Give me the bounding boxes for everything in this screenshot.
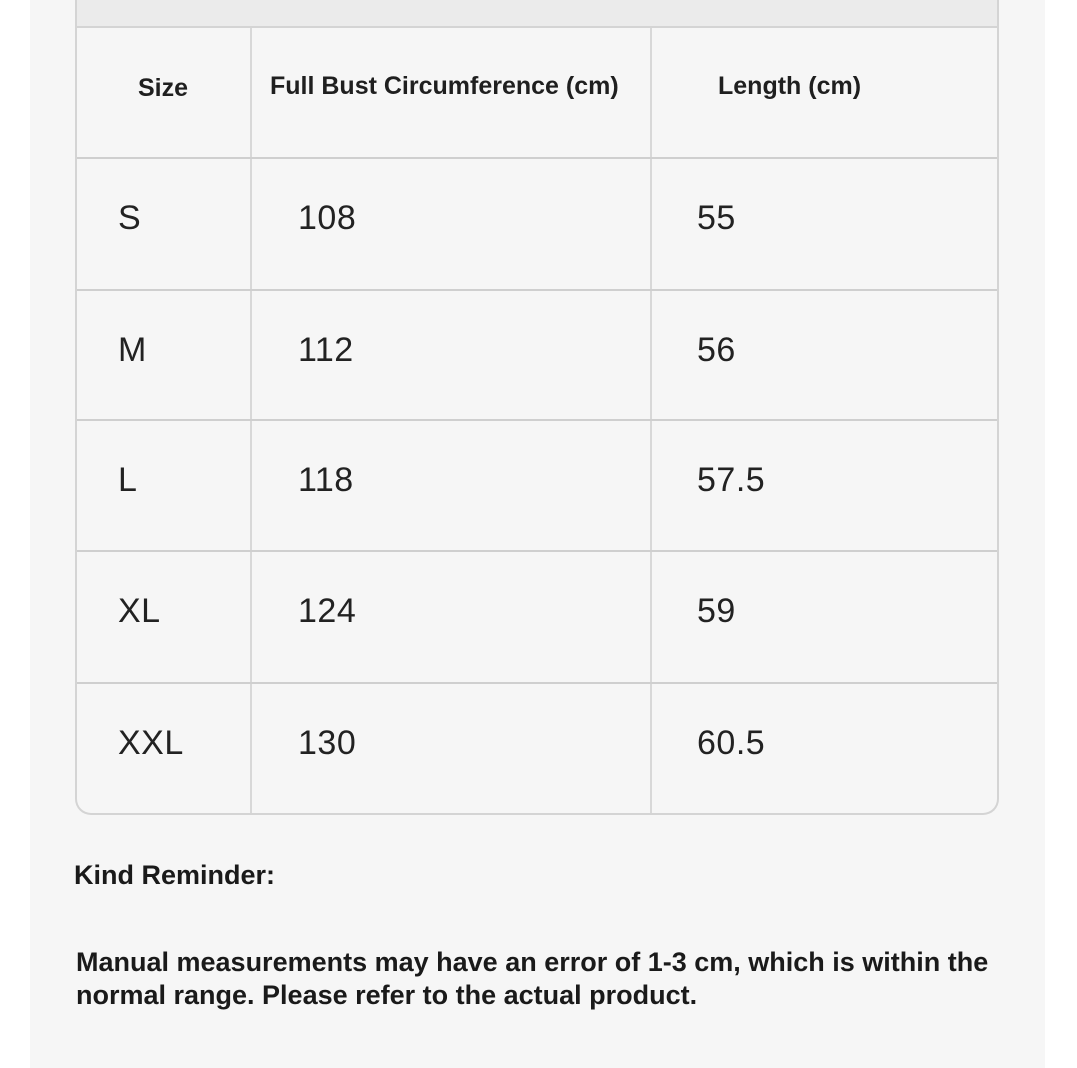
table-cell-size: M [118, 331, 147, 369]
table-cell-size: L [118, 461, 138, 499]
size-table [75, 28, 999, 815]
table-cell-length: 60.5 [697, 724, 766, 762]
table-cell-bust: 118 [298, 461, 354, 499]
table-cell-length: 59 [697, 592, 736, 630]
header-length: Length (cm) [718, 72, 862, 100]
reminder-title: Kind Reminder: [74, 860, 276, 890]
table-cell-bust: 112 [298, 331, 354, 369]
row-divider [77, 157, 997, 159]
table-cell-size: XL [118, 592, 161, 630]
table-cell-bust: 124 [298, 592, 357, 630]
table-cell-length: 56 [697, 331, 736, 369]
row-divider [77, 682, 997, 684]
table-top-band [75, 0, 999, 28]
table-cell-bust: 108 [298, 199, 357, 237]
table-cell-size: XXL [118, 724, 184, 762]
header-size: Size [138, 74, 189, 102]
table-cell-length: 57.5 [697, 461, 766, 499]
header-bust: Full Bust Circumference (cm) [270, 72, 619, 100]
reminder-text: Manual measurements may have an error of 1-3 cm, which is within the normal range. Please refer to the actual product. [76, 947, 989, 1010]
row-divider [77, 419, 997, 421]
table-cell-size: S [118, 199, 142, 237]
row-divider [77, 289, 997, 291]
table-cell-bust: 130 [298, 724, 357, 762]
row-divider [77, 550, 997, 552]
table-cell-length: 55 [697, 199, 736, 237]
size-chart-page [30, 0, 1045, 1068]
